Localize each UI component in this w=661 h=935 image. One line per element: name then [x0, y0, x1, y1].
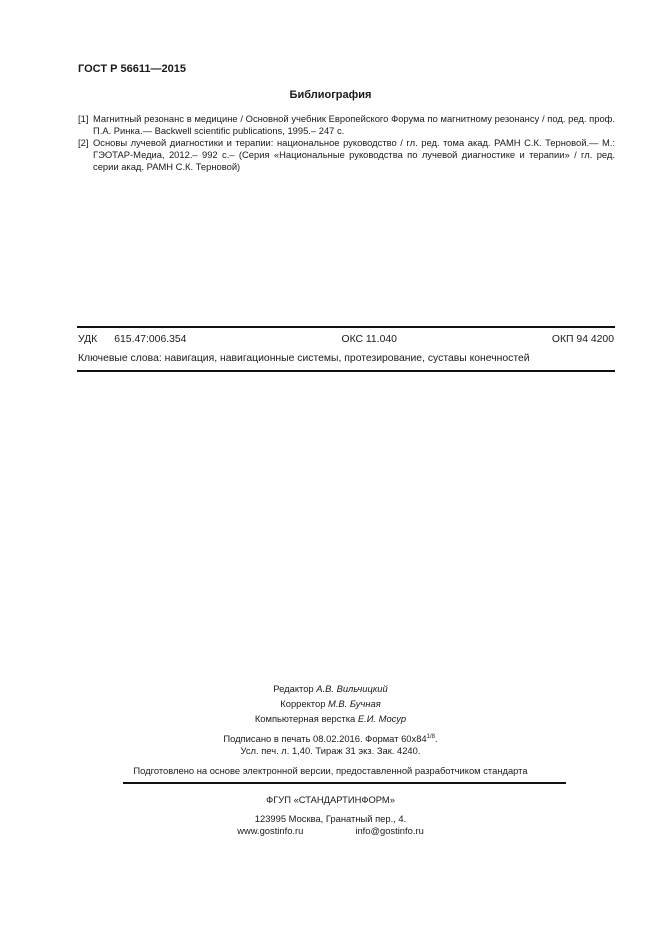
reference-item [78, 137, 615, 173]
publisher-address: 123995 Москва, Гранатный пер., 4. [254, 813, 407, 824]
format-fraction: 1/8 [426, 734, 435, 740]
publisher-name: ФГУП «СТАНДАРТИНФОРМ» [266, 794, 395, 805]
divider-top [77, 326, 615, 328]
corrector-line: Корректор М.В. Бучная [280, 698, 381, 709]
credits [0, 681, 661, 726]
editor-name: А.В. Вильчицкий [316, 683, 388, 694]
website-link[interactable]: www.gostinfo.ru [237, 825, 304, 836]
reference-number: [1] [78, 113, 89, 124]
bibliography-list [78, 113, 615, 173]
print-line: Усл. печ. л. 1,40. Тираж 31 экз. Зак. 4240. [240, 745, 421, 757]
standard-code: ГОСТ Р 56611—2015 [78, 63, 186, 75]
udk-code [78, 334, 186, 345]
reference-item [78, 113, 615, 137]
classification-row [78, 334, 614, 345]
okp-code: ОКП 94 4200 [551, 334, 614, 345]
publisher-contacts [0, 813, 661, 837]
oks-code: ОКС 11.040 [341, 334, 397, 345]
layout-line: Компьютерная верстка Е.И. Мосур [254, 713, 407, 724]
reference-text: Магнитный резонанс в медицине / Основной учебник Европейского Форума по магнитному резонансу / под. ред. проф. П.А. Ринка.— Backwell scientific publications, 1995.– 247 с. [93, 113, 615, 136]
print-info [0, 731, 661, 757]
corrector-name: М.В. Бучная [328, 698, 381, 709]
prepared-note: Подготовлено на основе электронной версии, предоставленной разработчиком стандарта [133, 765, 528, 776]
email-link[interactable]: info@gostinfo.ru [355, 825, 424, 836]
keywords: Ключевые слова: навигация, навигационные системы, протезирование, суставы конечностей [78, 353, 530, 364]
layout-name: Е.И. Мосур [357, 713, 407, 724]
signed-line: Подписано в печать 08.02.2016. Формат $60x84^{1/8}$. [223, 733, 438, 745]
reference-text: Основы лучевой диагностики и терапии: национальное руководство / гл. ред. тома акад. РАМН С.К. Терновой.— М.: ГЭОТАР-Медиа, 2012.– 992 с.– (Серия «Национальные руководства по лучевой диагностике и терапии» / гл. ред. серии акад. РАМН С.К. Терновой) [93, 137, 615, 172]
bibliography-title: Библиография [289, 89, 372, 101]
divider-bottom [77, 370, 615, 372]
udk-label: УДК [78, 334, 98, 345]
divider-footer [123, 782, 566, 784]
reference-number: [2] [78, 137, 89, 148]
editor-line: Редактор А.В. Вильчицкий [273, 683, 388, 694]
udk-value: 615.47:006.354 [114, 334, 187, 345]
